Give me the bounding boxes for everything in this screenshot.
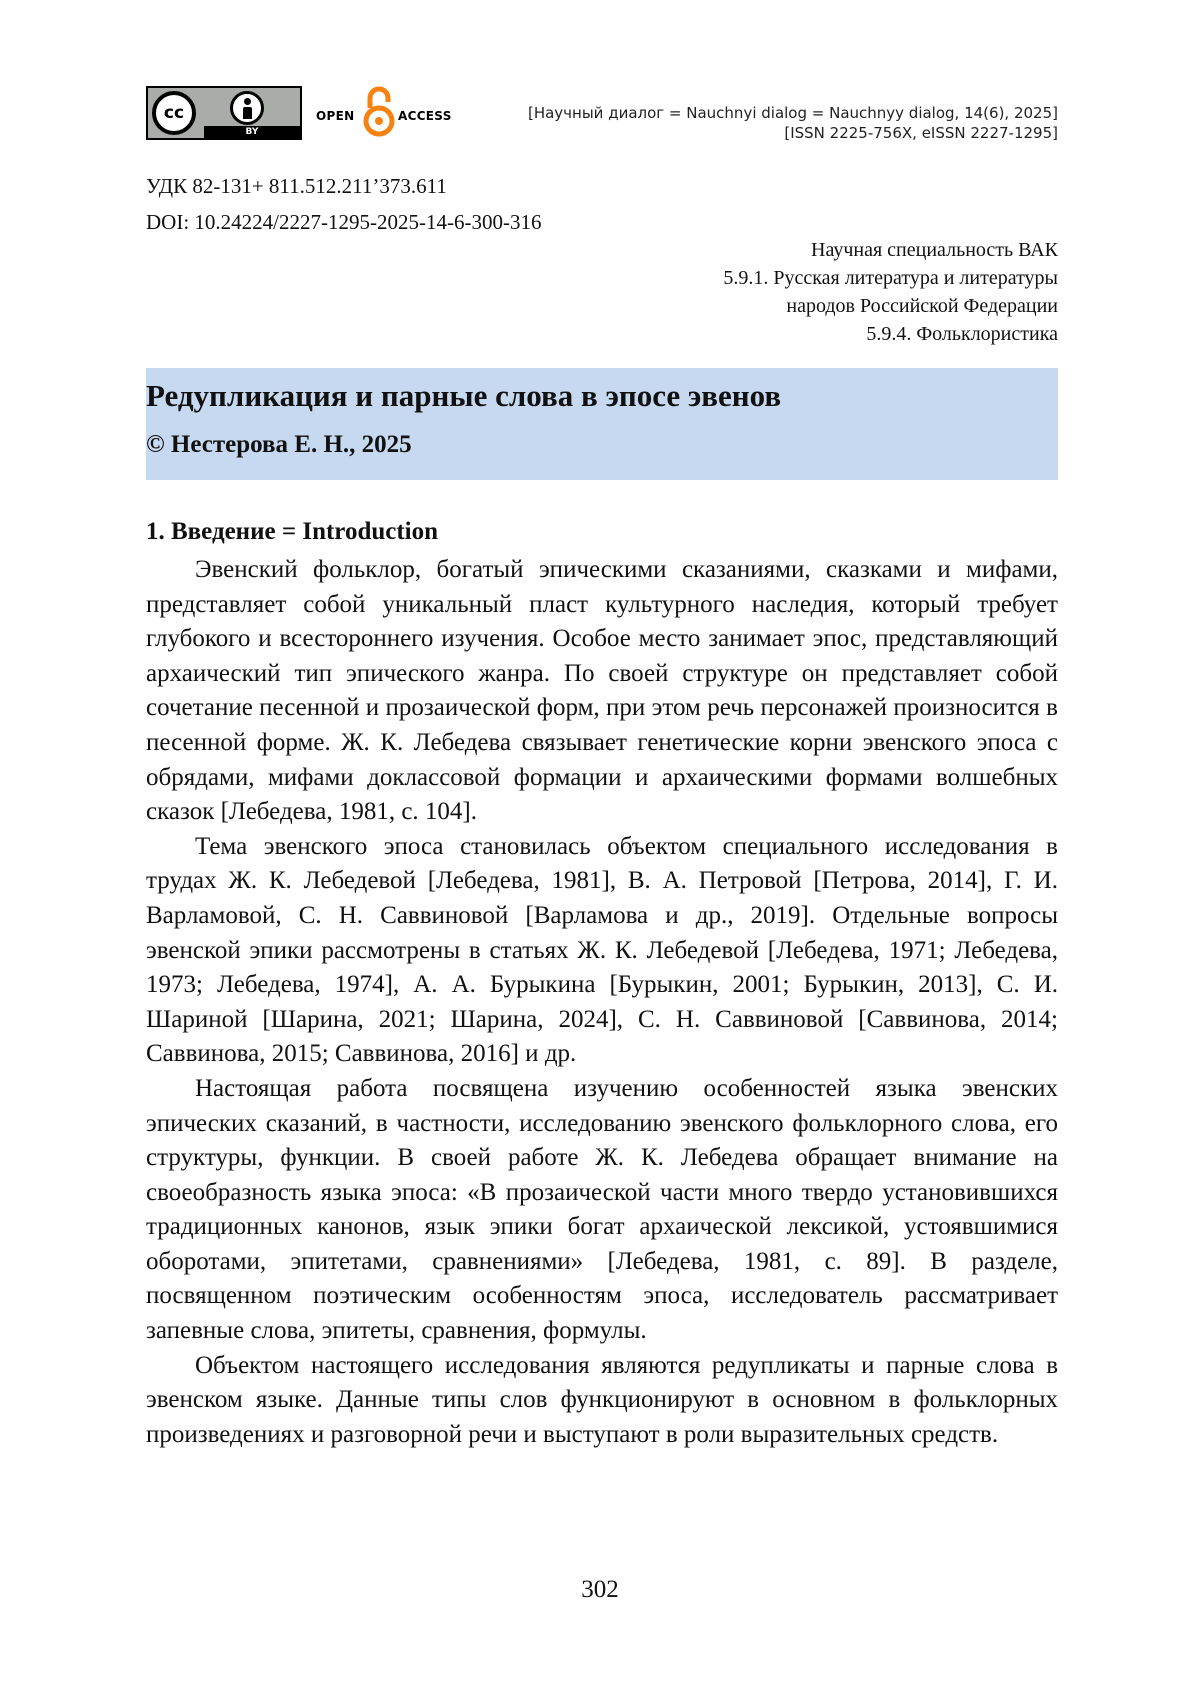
journal-reference xyxy=(528,103,1058,143)
section-heading: 1. Введение = Introduction xyxy=(146,518,439,545)
access-label: ACCESS xyxy=(398,109,452,123)
paragraph: Эвенский фольклор, богатый эпическими сказаниями, сказками и мифами, представляет собой уникальный пласт культурного наследия, который требует глубокого и всестороннего изучения. Особое место занимает эпос, представляющий архаический тип эпического жанра. По своей структуре он представляет собой сочетание песенной и прозаической форм, при этом речь персонажей произносится в песенной форме. Ж. К. Лебедева связывает генетические корни эвенского эпоса с обрядами, мифами доклассовой формации и архаическими формами волшебных сказок [Лебедева, 1981, с. 104]. xyxy=(146,556,1058,826)
open-access-logo xyxy=(316,86,456,140)
paragraph: Настоящая работа посвящена изучению особенностей языка эвенских эпических сказаний, в частности, исследованию эвенского фольклорного слова, его структуры, функции. В своей работе Ж. К. Лебедева обращает внимание на своеобразность языка эпоса: «В прозаической части много твердо установившихся традиционных канонов, язык эпики богат архаической лексикой, устоявшимися оборотами, эпитетами, сравнениями» [Лебедева, 1981, с. 89]. В разделе, посвященном поэтическим особенностям эпоса, исследователь рассматривает запевные слова, эпитеты, сравнения, формулы. xyxy=(146,1074,1058,1345)
doi-link[interactable]: DOI: 10.24224/2227-1295-2025-14-6-300-316 xyxy=(146,210,542,234)
open-lock-icon xyxy=(361,86,397,138)
article-title: Редупликация и парные слова в эпосе эвенов xyxy=(146,378,782,413)
attribution-icon xyxy=(230,91,264,125)
specialty-line: Научная специальность ВАК xyxy=(811,239,1058,261)
page-number: 302 xyxy=(581,1576,619,1603)
article-body xyxy=(146,553,1058,1452)
specialty-line: 5.9.1. Русская литература и литературы xyxy=(723,267,1058,289)
cc-by-license-badge[interactable] xyxy=(146,86,302,140)
journal-citation: [Научный диалог = Nauchnyi dialog = Nauchnyy dialog, 14(6), 2025] xyxy=(527,104,1058,122)
journal-issn: [ISSN 2225-756X, eISSN 2227-1295] xyxy=(784,124,1058,142)
open-label: OPEN xyxy=(316,109,355,123)
article-author: © Нестерова Е. Н., 2025 xyxy=(146,431,412,458)
specialty-line: народов Российской Федерации xyxy=(786,295,1058,317)
cc-icon: cc xyxy=(152,91,196,135)
by-label: BY xyxy=(204,126,300,138)
specialty-block xyxy=(723,236,1058,348)
paragraph: Объектом настоящего исследования являются редупликаты и парные слова в эвенском языке. Данные типы слов функционируют в основном в фольклорных произведениях и разговорной речи и выступают в роли выразительных средств. xyxy=(146,1351,1058,1448)
title-box xyxy=(146,368,1058,480)
paragraph: Тема эвенского эпоса становилась объектом специального исследования в трудах Ж. К. Лебедевой [Лебедева, 1981], В. А. Петровой [Петрова, 2014], Г. И. Варламовой, С. Н. Саввиновой [Варламова и др., 2019]. Отдельные вопросы эвенской эпики рассмотрены в статьях Ж. К. Лебедевой [Лебедева, 1971; Лебедева, 1973; Лебедева, 1974], А. А. Бурыкина [Бурыкин, 2001; Бурыкин, 2013], С. И. Шариной [Шарина, 2021; Шарина, 2024], С. Н. Саввиновой [Саввинова, 2014; Саввинова, 2015; Саввинова, 2016] и др. xyxy=(146,832,1058,1068)
udc-code: УДК 82-131+ 811.512.211’373.611 xyxy=(146,174,447,198)
specialty-line: 5.9.4. Фольклористика xyxy=(866,323,1058,345)
